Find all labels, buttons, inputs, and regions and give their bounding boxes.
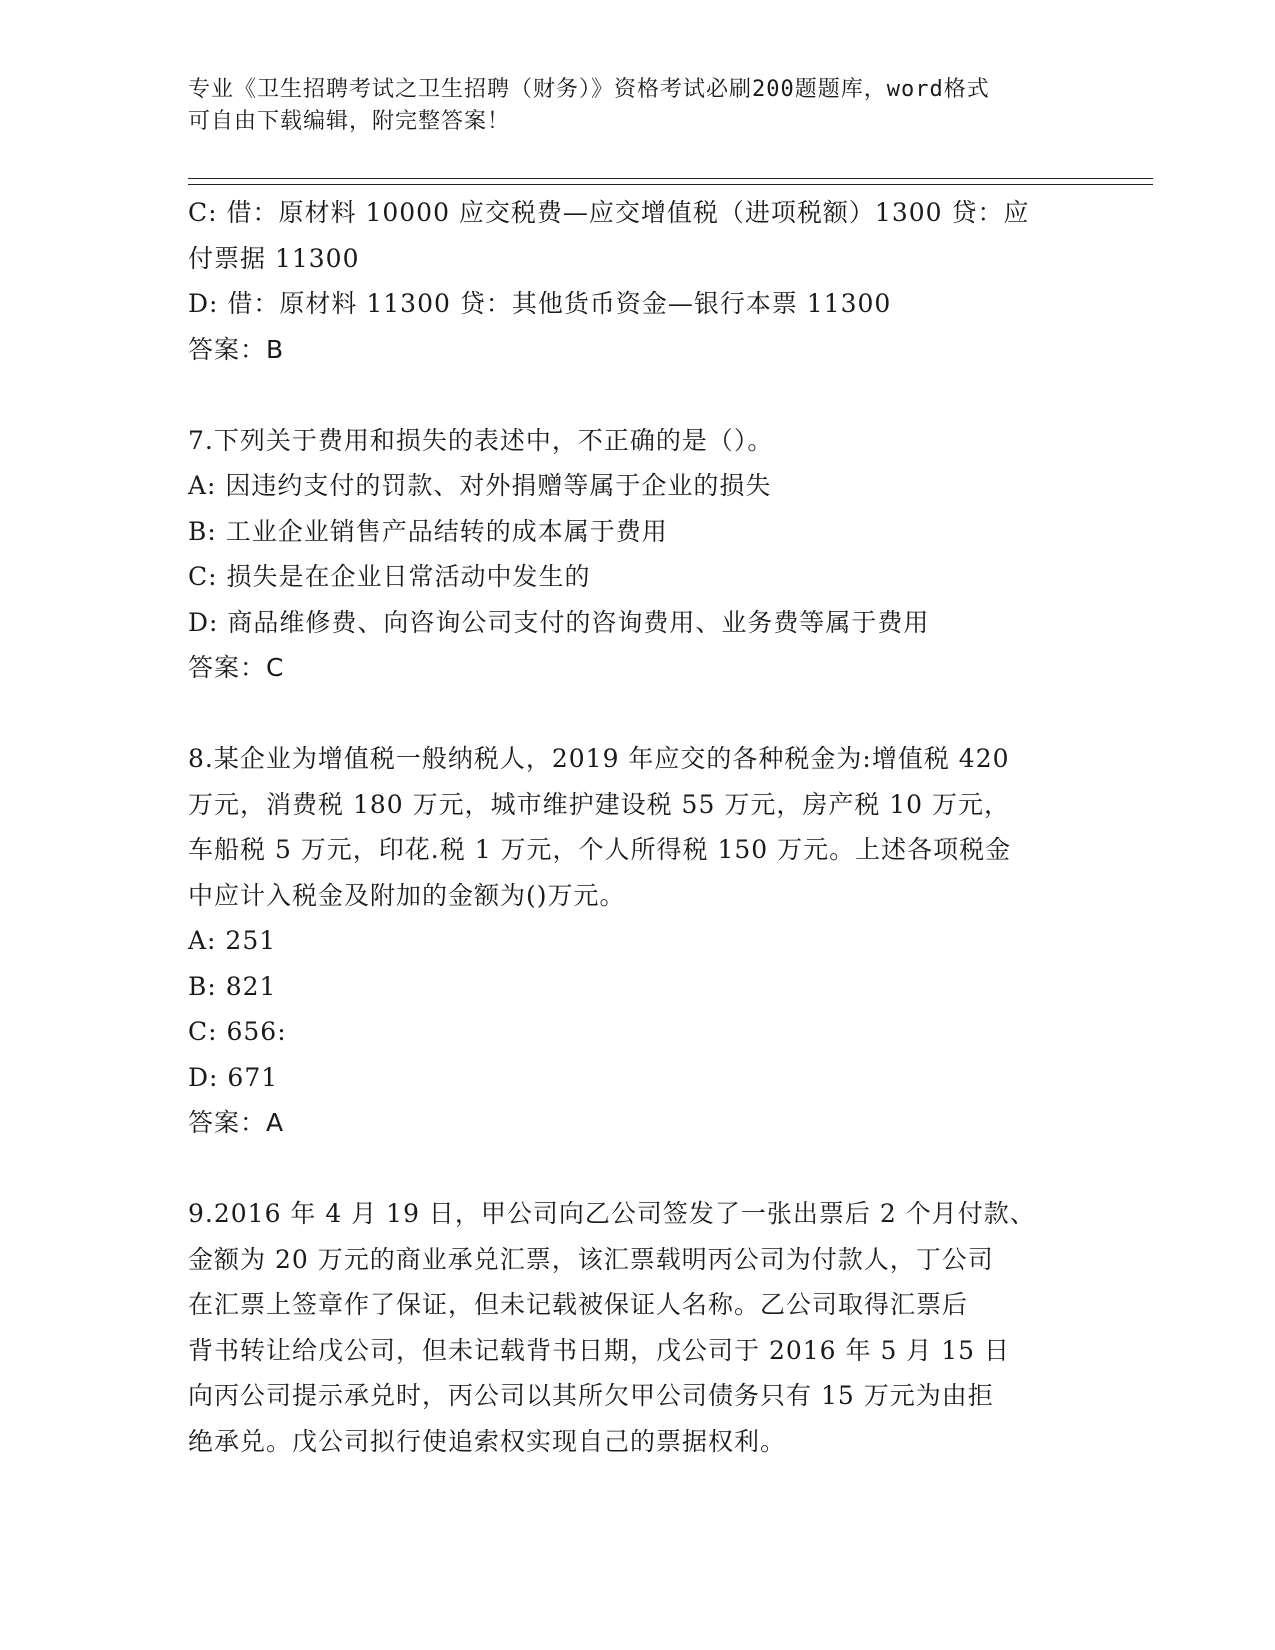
option-b: B: 工业企业销售产品结转的成本属于费用 (188, 516, 668, 546)
option-a: A: 因违约支付的罚款、对外捐赠等属于企业的损失 (188, 471, 772, 500)
answer-line: 答案：A (188, 1108, 285, 1137)
option-b: B: 821 (188, 971, 277, 1001)
option-c: C: 656: (188, 1017, 287, 1046)
question-7 (188, 418, 1088, 691)
page-header (188, 74, 1088, 138)
header-divider-top (188, 178, 1153, 179)
spacer (188, 1146, 1088, 1192)
header-title-line-2: 可自由下载编辑，附完整答案！ (188, 109, 511, 134)
answer-line: 答案：B (188, 334, 285, 364)
question-8 (188, 736, 1088, 1146)
answer-line: 答案：C (188, 653, 285, 682)
option-a: A: 251 (188, 926, 277, 955)
document-body (188, 190, 1088, 1464)
question-stem-line-5: 向丙公司提示承兑时，丙公司以其所欠甲公司债务只有 15 万元为由拒 (188, 1381, 994, 1410)
header-divider-bottom (188, 184, 1153, 185)
header-title-line-1: 专业《卫生招聘考试之卫生招聘（财务）》资格考试必刷200题题库，word格式 (188, 77, 990, 102)
option-c: C: 损失是在企业日常活动中发生的 (188, 562, 591, 591)
question-stem-line-4: 背书转让给戊公司，但未记载背书日期，戊公司于 2016 年 5 月 15 日 (188, 1335, 1011, 1365)
option-c-line-1: C: 借：原材料 10000 应交税费—应交增值税（进项税额）1300 贷：应 (188, 198, 1030, 227)
option-d: D: 商品维修费、向咨询公司支付的咨询费用、业务费等属于费用 (188, 607, 930, 637)
spacer (188, 691, 1088, 737)
question-stem-line-6: 绝承兑。戊公司拟行使追索权实现自己的票据权利。 (188, 1426, 787, 1456)
question-stem-line-3: 车船税 5 万元，印花.税 1 万元，个人所得税 150 万元。上述各项税金 (188, 835, 1012, 864)
option-d: D: 671 (188, 1062, 279, 1092)
previous-question-section (188, 190, 1088, 372)
question-stem-line-1: 8.某企业为增值税一般纳税人，2019 年应交的各种税金为:增值税 420 (188, 744, 1010, 773)
option-d: D: 借：原材料 11300 贷：其他货币资金—银行本票 11300 (188, 289, 892, 318)
question-stem-line-2: 万元，消费税 180 万元，城市维护建设税 55 万元，房产税 10 万元， (188, 789, 1011, 819)
question-9 (188, 1191, 1088, 1464)
question-stem-line-1: 9.2016 年 4 月 19 日，甲公司向乙公司签发了一张出票后 2 个月付款、 (188, 1199, 1036, 1228)
question-stem: 7.下列关于费用和损失的表述中，不正确的是（）。 (188, 425, 774, 455)
question-stem-line-4: 中应计入税金及附加的金额为()万元。 (188, 880, 626, 910)
option-c-line-2: 付票据 11300 (188, 243, 360, 273)
question-stem-line-2: 金额为 20 万元的商业承兑汇票，该汇票载明丙公司为付款人，丁公司 (188, 1244, 994, 1274)
question-stem-line-3: 在汇票上签章作了保证，但未记载被保证人名称。乙公司取得汇票后 (188, 1290, 969, 1319)
spacer (188, 372, 1088, 418)
